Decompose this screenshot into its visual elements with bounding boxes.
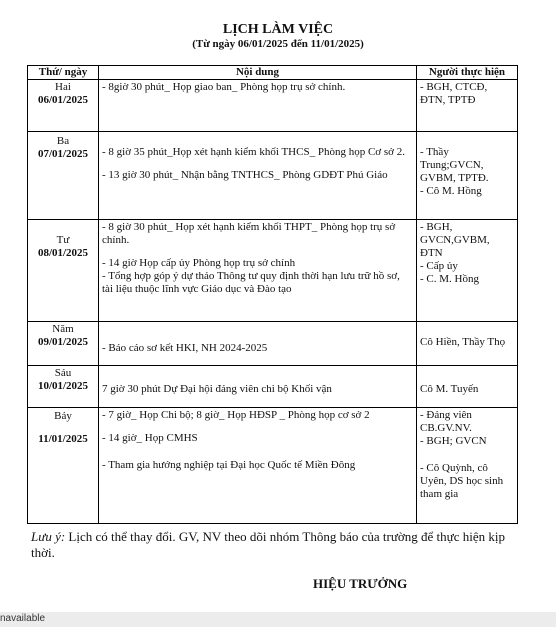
content-item: - Tổng hợp góp ý dự thảo Thông tư quy định thời hạn lưu trữ hồ sơ, tài liệu thuộc lĩnh vực Giáo dục và Đào tạo (102, 270, 400, 295)
day-cell (28, 80, 99, 132)
person-cell (417, 366, 518, 408)
person-item: - Thầy Trung;GVCN, GVBM, TPTĐ. (420, 146, 489, 184)
table-row (28, 408, 518, 524)
table-row (28, 132, 518, 220)
content-item: - Báo cáo sơ kết HKI, NH 2024-2025 (102, 341, 268, 354)
day-date: 07/01/2025 (37, 148, 89, 160)
person-item: - BGH, CTCĐ, ĐTN, TPTĐ (420, 81, 488, 106)
person-cell (417, 132, 518, 220)
person-item: - BGH, GVCN,GVBM, ĐTN (420, 221, 490, 259)
signature-title: HIỆU TRƯỞNG (313, 576, 408, 591)
day-name: Tư (56, 234, 70, 246)
day-cell (28, 220, 99, 322)
table-row (28, 322, 518, 366)
table-row (28, 366, 518, 408)
document-title: LỊCH LÀM VIỆC (222, 22, 334, 37)
content-item: - 7 giờ_ Họp Chi bộ; 8 giờ_ Họp HĐSP _ Phòng họp cơ sở 2 (102, 409, 370, 421)
person-cell (417, 322, 518, 366)
person-cell (417, 80, 518, 132)
content-cell (99, 132, 417, 220)
content-item: - 14 giờ_ Họp CMHS (102, 432, 198, 444)
schedule-table (27, 65, 518, 524)
content-item: - 8 giờ 35 phút_Họp xét hạnh kiểm khối THCS_ Phòng họp Cơ sở 2. (102, 146, 405, 158)
day-name: Năm (52, 323, 74, 335)
content-cell (99, 322, 417, 366)
day-date: 11/01/2025 (38, 433, 88, 445)
status-text: navailable (0, 613, 46, 624)
content-cell (99, 408, 417, 524)
day-name: Hai (55, 81, 71, 93)
footnote-text: Lịch có thể thay đổi. GV, NV theo dõi nhóm Thông báo của trường để thực hiện kịp thời. (31, 529, 505, 560)
content-item: - Tham gia hướng nghiệp tại Đại học Quốc tế Miền Đông (102, 459, 356, 471)
person-item: Cô Hiền, Thầy Thọ (420, 336, 506, 348)
content-item: - 8 giờ 30 phút_ Họp xét hạnh kiểm khối THPT_ Phòng họp trụ sở chính. (102, 221, 396, 246)
person-cell (417, 220, 518, 322)
day-date: 10/01/2025 (37, 380, 89, 392)
content-cell (99, 220, 417, 322)
table-row (28, 220, 518, 322)
content-item: - 14 giờ Họp cấp ủy Phòng họp trụ sở chính (102, 257, 296, 269)
day-date: 09/01/2025 (37, 336, 89, 348)
person-item: - Đảng viên CB.GV.NV. (420, 409, 472, 434)
day-name: Sáu (54, 367, 72, 379)
content-item: - 8giờ 30 phút_ Họp giao ban_ Phòng họp trụ sở chính. (102, 81, 346, 93)
person-item: Cô M. Tuyến (420, 382, 479, 395)
person-item: - C. M. Hồng (420, 273, 479, 285)
person-item: - Cấp ủy (420, 260, 458, 272)
footnote-label: Lưu ý: (31, 529, 66, 544)
content-cell (99, 366, 417, 408)
day-name: Bảy (54, 410, 72, 422)
person-item: - Cô M. Hồng (420, 185, 482, 197)
status-bar (0, 612, 556, 627)
header-content: Nội dung (99, 66, 417, 80)
footnote (31, 529, 511, 561)
header-day: Thứ/ ngày (28, 66, 99, 80)
table-header-row (28, 66, 518, 80)
day-cell (28, 408, 99, 524)
day-cell (28, 132, 99, 220)
content-cell (99, 80, 417, 132)
document-subtitle: (Từ ngày 06/01/2025 đến 11/01/2025) (192, 38, 364, 50)
person-item: - Cô Quỳnh, cô Uyên, DS học sinh tham gia (420, 462, 504, 500)
day-name: Ba (56, 135, 70, 147)
day-cell (28, 322, 99, 366)
person-cell (417, 408, 518, 524)
table-row (28, 80, 518, 132)
content-item: 7 giờ 30 phút Dự Đại hội đảng viên chi bộ Khối vận (102, 382, 332, 395)
header-person: Người thực hiện (417, 66, 518, 80)
content-item: - 13 giờ 30 phút_ Nhận bằng TNTHCS_ Phòng GDĐT Phú Giáo (102, 169, 388, 181)
person-item: - BGH; GVCN (420, 435, 487, 447)
day-date: 06/01/2025 (37, 94, 89, 106)
day-date: 08/01/2025 (37, 247, 89, 259)
day-cell (28, 366, 99, 408)
